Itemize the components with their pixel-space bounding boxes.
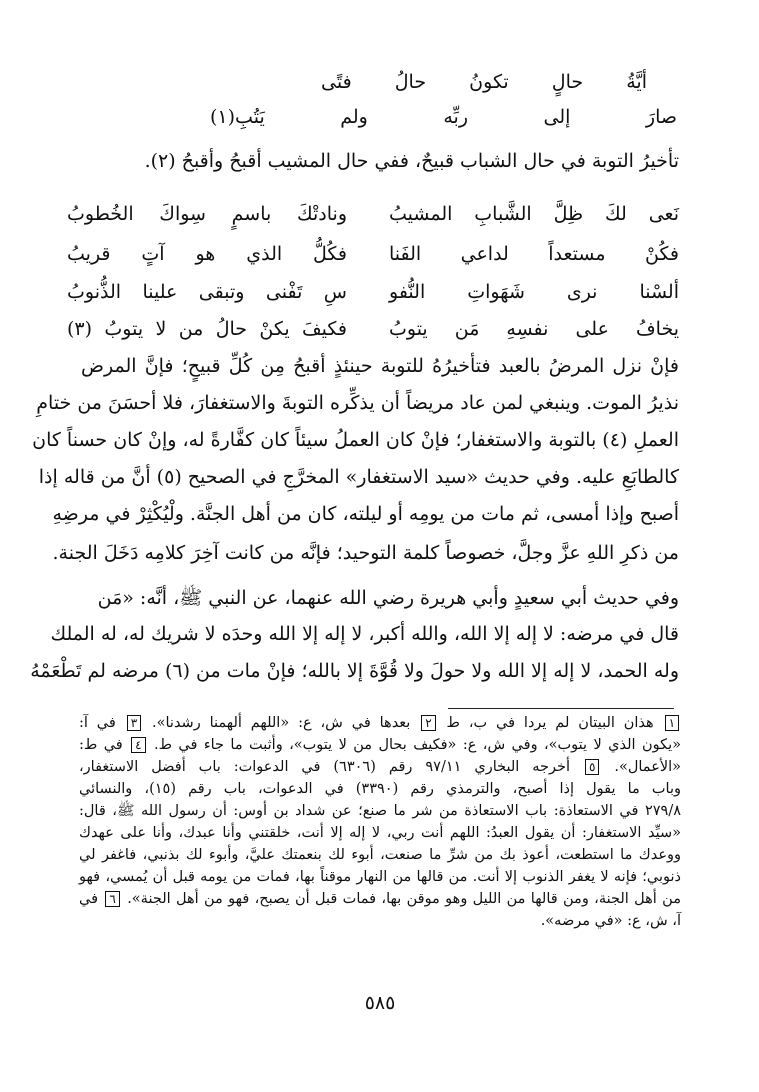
- poem2-right-2: فكُنْ مستعداً لداعي الفَنا: [389, 243, 679, 265]
- paragraph-line: أصبح وإذا أمسى، ثم مات من يومِه أو ليلته، كان من أهل الجنَّة. ولْيُكْثِرْ في مرضِهِ: [52, 503, 679, 525]
- paragraph-line: وله الحمد، لا إله إلا الله ولا حولَ ولا قُوَّةَ إلا بالله؛ فإنْ مات من (٦) مرضه لم تَطْعَمْهُ: [30, 660, 679, 682]
- footnote-text: هذان البيتان لم يردا في ب، ط: [446, 715, 654, 731]
- footnote-text: في: [79, 891, 99, 907]
- footnote-line: ٢٧٩/٨ في الاستعاذة: باب الاستعاذة من شر ما صنع؛ عن شداد بن أوس: أن رسول الله ﷺ، قال:: [79, 803, 681, 819]
- footnote-line: [79, 756, 681, 778]
- page-number: ٥٨٥: [364, 992, 396, 1014]
- footnote-number: ٤: [131, 737, 145, 753]
- prose-intro: تأخيرُ التوبة في حال الشباب قبيحٌ، ففي حال المشيب أقبحُ وأقبحُ (٢).: [144, 150, 679, 172]
- poem1-line2: صارَ إلى ربِّه ولم يَتُبِ(١): [210, 106, 677, 128]
- paragraph-line: من ذكرِ اللهِ عزَّ وجلَّ، خصوصاً كلمة التوحيد؛ فإنَّه من كانت آخِرَ كلامِه دَخَلَ الجنة.: [52, 542, 679, 564]
- poem2-right-4: يخافُ على نفسِهِ مَن يتوبُ: [389, 318, 679, 340]
- footnote-line: [79, 712, 681, 734]
- footnote-number: ٢: [421, 715, 435, 731]
- footnote-line: آ، ش، ع: «في مرضه».: [540, 913, 681, 929]
- footnote-line: ذنوبي؛ فإنه لا يغفر الذنوب إلا أنت. من قالها من النهار موقناً بها، فمات من يومه قبل أن يُمسي، فهو: [79, 869, 681, 885]
- footnote-number: ٣: [127, 715, 141, 731]
- footnote-text: أخرجه البخاري ٩٧/١١ رقم (٦٣٠٦) في الدعوات: باب أفضل الاستغفار،: [79, 759, 571, 775]
- footnote-number: ١: [665, 715, 679, 731]
- footnote-text: من أهل الجنة، ومن قالها من الليل وهو موقن بها، فمات قبل أن يصبح، فهو من أهل الجنة».: [127, 891, 681, 907]
- footnote-text: «يكون الذي لا يتوب»، وفي ش، ع: «فكيف بحال من لا يتوب»، وأثبت ما جاء في ط.: [153, 737, 682, 753]
- paragraph-line: نذيرُ الموت. وينبغي لمن عاد مريضاً أن يذكِّره التوبةَ والاستغفارَ، فلا أحسَنَ من ختامِ: [36, 392, 679, 414]
- poem1-line1: أيَّةُ حالٍ تكونُ حالُ فتًى: [321, 71, 647, 93]
- poem2-right-3: ألسْنا نرى شَهَواتِ النُّفو: [389, 281, 679, 303]
- poem2-left-3: سِ تَفْنى وتبقى علينا الذُّنوبُ: [67, 281, 347, 303]
- paragraph-line: كالطابَعِ عليه. وفي حديث «سيد الاستغفار» المخرَّجِ في الصحيح (٥) أنَّ من قاله إذا: [38, 466, 679, 488]
- footnote-line: [79, 888, 681, 910]
- footnote-line: «سيِّد الاستغفار: أن يقول العبدُ: اللهم أنت ربي، لا إله إلا أنت، خلقتني وأنا عبدك، وأنا على عهدك: [79, 825, 681, 841]
- paragraph-line: فإنْ نزل المرضُ بالعبد فتأخيرُهُ للتوبة حينئذٍ أقبحُ مِن كُلِّ قبيحٍ؛ فإنَّ المرض: [81, 355, 679, 377]
- footnote-number: ٦: [105, 891, 119, 907]
- paragraph-line: وفي حديث أبي سعيدٍ وأبي هريرة رضي الله عنهما، عن النبي ﷺ، أنَّه: «مَن: [97, 587, 679, 609]
- poem2-left-2: فكُلُّ الذي هو آتٍ قريبُ: [67, 243, 347, 265]
- poem2-left-4: فكيفَ يكنْ حالُ من لا يتوبُ (٣): [67, 318, 347, 340]
- footnote-text: «الأعمال».: [614, 759, 682, 775]
- poem2-left-1: ونادتْكَ باسمٍ سِواكَ الخُطوبُ: [67, 203, 347, 225]
- paragraph-line: العملِ (٤) بالتوبة والاستغفار؛ فإنْ كان العملُ سيئاً كان كفَّارةً له، وإنْ كان حسناً كان: [32, 429, 679, 451]
- footnote-line: ووعدك ما استطعت، أعوذ بك من شرِّ ما صنعت، أبوء لك بنعمتك عليَّ، وأبوء لك بذنبي، فاغفر لي: [79, 847, 681, 863]
- poem2-right-1: نَعى لكَ ظِلَّ الشَّبابِ المشيبُ: [389, 203, 679, 225]
- footnote-number: ٥: [585, 759, 599, 775]
- footnote-separator: [448, 708, 674, 709]
- footnote-text: في آ:: [79, 715, 116, 731]
- footnote-line: وباب ما يقول إذا أصبح، والترمذي رقم (٣٣٩٠) في الدعوات، باب رقم (١٥)، والنسائي: [79, 781, 682, 797]
- paragraph-line: قال في مرضه: لا إله إلا الله، والله أكبر، لا إله إلا الله وحدَه لا شريك له، له الملك: [50, 623, 679, 645]
- footnote-text: في ط:: [79, 737, 123, 753]
- footnote-text: بعدها في ش، ع: «اللهم ألهمنا رشدنا».: [152, 715, 411, 731]
- footnote-line: [79, 734, 681, 756]
